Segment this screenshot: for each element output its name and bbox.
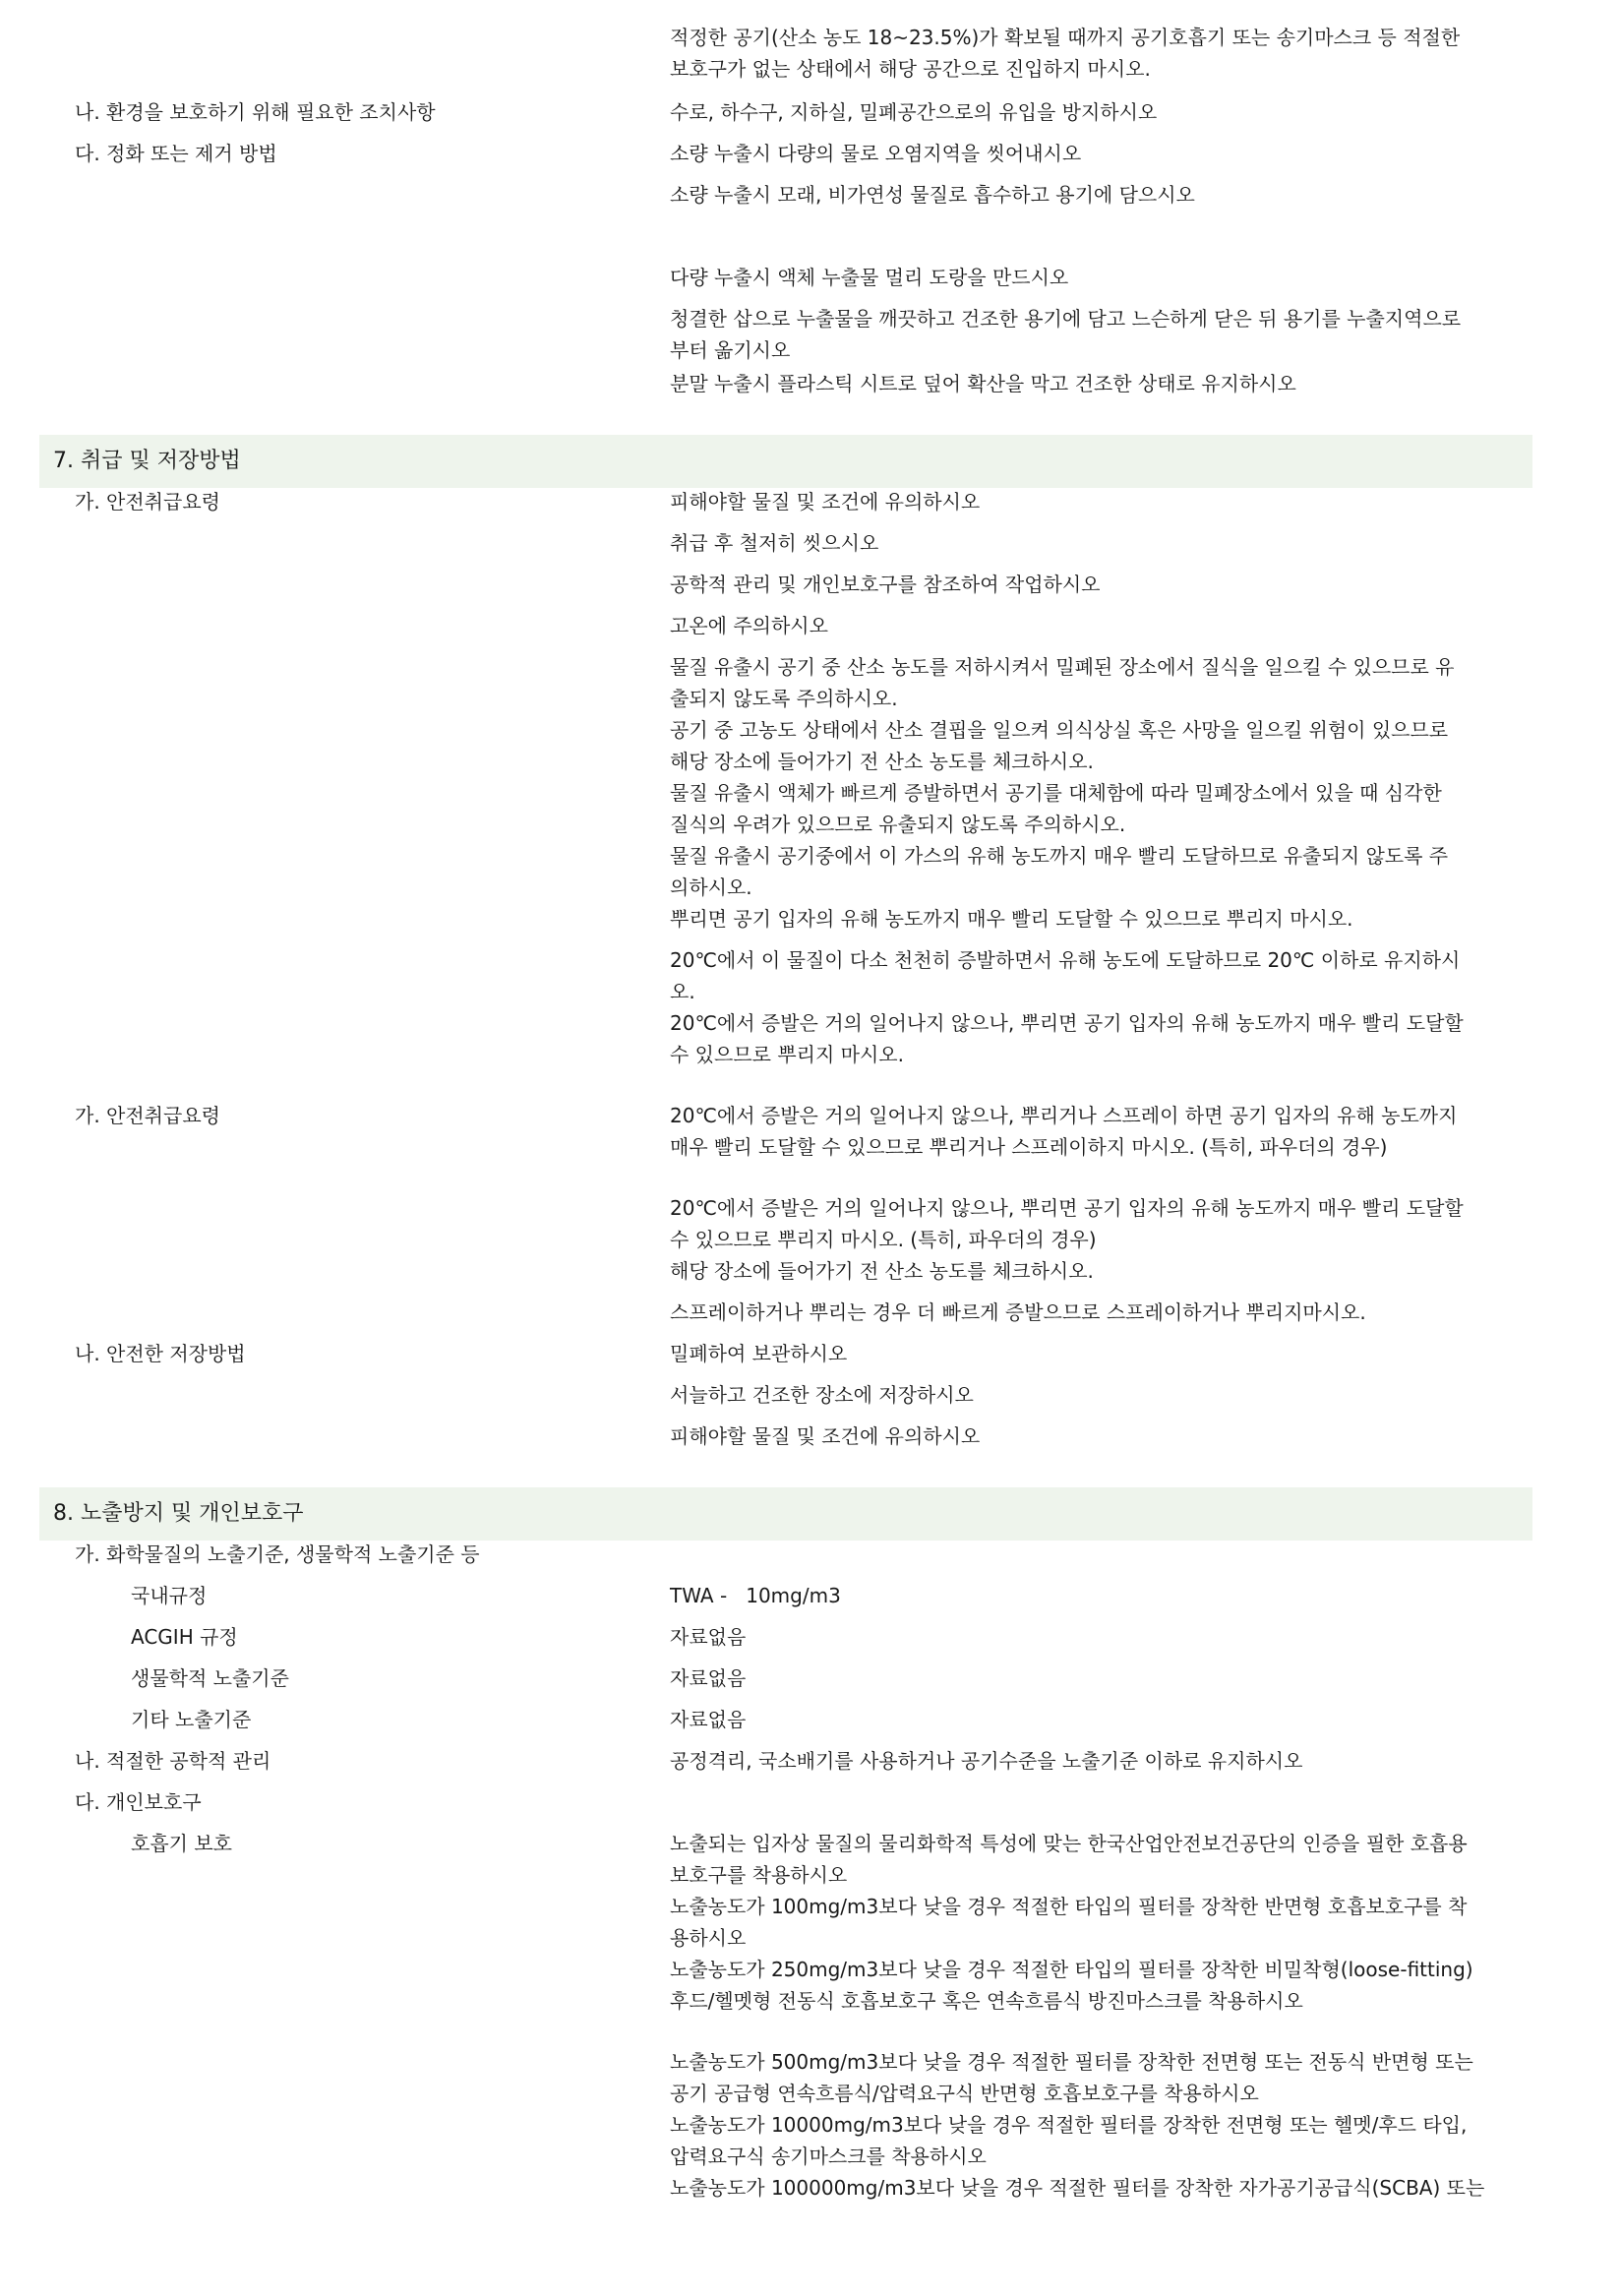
handling-text-2: 취급 후 철저히 씻으시오 <box>670 531 879 555</box>
exposure-limits-label: 가. 화학물질의 노출기준, 생물학적 노출기준 등 <box>75 1542 480 1566</box>
handling-text-15: 스프레이하거나 뿌리는 경우 더 빠르게 증발으므로 스프레이하거나 뿌리지마시오. <box>670 1300 1366 1324</box>
ppe-label: 다. 개인보호구 <box>75 1790 202 1814</box>
handling-text-9: 뿌리면 공기 입자의 유해 농도까지 매우 빨리 도달할 수 있으므로 뿌리지 마시오. <box>670 907 1353 931</box>
handling-text-13: 20℃에서 증발은 거의 일어나지 않으나, 뿌리면 공기 입자의 유해 농도까지 매우 빨리 도달할 수 있으므로 뿌리지 마시오. (특히, 파우더의 경우) <box>670 1196 1464 1251</box>
handling-text-4: 고온에 주의하시오 <box>670 614 828 637</box>
handling-text-1: 피해야할 물질 및 조건에 유의하시오 <box>670 490 981 514</box>
respiratory-text-5: 노출농도가 10000mg/m3보다 낮을 경우 적절한 필터를 장착한 전면형 또는 헬멧/후드 타입, 압력요구식 송기마스크를 착용하시오 <box>670 2113 1468 2168</box>
respiratory-text-1: 노출되는 입자상 물질의 물리화학적 특성에 맞는 한국산업안전보건공단의 인증을 필한 호흡용 보호구를 착용하시오 <box>670 1832 1468 1887</box>
handling-text-7: 물질 유출시 액체가 빠르게 증발하면서 공기를 대체함에 따라 밀폐장소에서 있을 때 심각한 질식의 우려가 있으므로 유출되지 않도록 주의하시오. <box>670 781 1442 836</box>
sec6-top-text: 적정한 공기(산소 농도 18~23.5%)가 확보될 때까지 공기호흡기 또는 송기마스크 등 적절한 보호구가 없는 상태에서 해당 공간으로 진입하지 마시오. <box>670 26 1461 81</box>
cleanup-text-1: 소량 누출시 다량의 물로 오염지역을 씻어내시오 <box>670 142 1082 165</box>
handling-text-5: 물질 유출시 공기 중 산소 농도를 저하시켜서 밀폐된 장소에서 질식을 일으킬 수 있으므로 유 출되지 않도록 주의하시오. <box>670 655 1455 710</box>
handling-text-14: 해당 장소에 들어가기 전 산소 농도를 체크하시오. <box>670 1259 1094 1283</box>
storage-label: 나. 안전한 저장방법 <box>75 1342 246 1365</box>
storage-text-2: 서늘하고 건조한 장소에 저장하시오 <box>670 1383 974 1407</box>
handling-text-10: 20℃에서 이 물질이 다소 천천히 증발하면서 유해 농도에 도달하므로 20℃ 이하로 유지하시 오. <box>670 948 1461 1003</box>
respiratory-text-3: 노출농도가 250mg/m3보다 낮을 경우 적절한 타입의 필터를 장착한 비밀착형(loose-fitting) 후드/헬멧형 전동식 호흡보호구 혹은 연속흐름식 방진마스크를 착용하시오 <box>670 1958 1473 2013</box>
cleanup-text-5: 분말 누출시 플라스틱 시트로 덮어 확산을 막고 건조한 상태로 유지하시오 <box>670 372 1296 395</box>
domestic-limit-label: 국내규정 <box>131 1584 208 1607</box>
bio-limit-value: 자료없음 <box>670 1666 747 1690</box>
storage-text-3: 피해야할 물질 및 조건에 유의하시오 <box>670 1424 981 1448</box>
respiratory-text-4: 노출농도가 500mg/m3보다 낮을 경우 적절한 필터를 장착한 전면형 또는 전동식 반면형 또는 공기 공급형 연속흐름식/압력요구식 반면형 호흡보호구를 착용하시오 <box>670 2050 1473 2105</box>
cleanup-text-2: 소량 누출시 모래, 비가연성 물질로 흡수하고 용기에 담으시오 <box>670 183 1195 207</box>
storage-text-1: 밀폐하여 보관하시오 <box>670 1342 848 1365</box>
engineering-control-label: 나. 적절한 공학적 관리 <box>75 1749 271 1773</box>
handling-text-3: 공학적 관리 및 개인보호구를 참조하여 작업하시오 <box>670 573 1101 596</box>
handling-label: 가. 안전취급요령 <box>75 490 220 514</box>
handling-text-12: 20℃에서 증발은 거의 일어나지 않으나, 뿌리거나 스프레이 하면 공기 입자의 유해 농도까지 매우 빨리 도달할 수 있으므로 뿌리거나 스프레이하지 마시오. (특히, 파우더의 경우) <box>670 1104 1458 1159</box>
env-protection-text: 수로, 하수구, 지하실, 밀폐공간으로의 유입을 방지하시오 <box>670 100 1158 124</box>
cleanup-label: 다. 정화 또는 제거 방법 <box>75 142 277 165</box>
respiratory-text-2: 노출농도가 100mg/m3보다 낮을 경우 적절한 타입의 필터를 장착한 반면형 호흡보호구를 착 용하시오 <box>670 1895 1468 1950</box>
respiratory-text-6: 노출농도가 100000mg/m3보다 낮을 경우 적절한 필터를 장착한 자가공기공급식(SCBA) 또는 <box>670 2176 1485 2200</box>
env-protection-label: 나. 환경을 보호하기 위해 필요한 조치사항 <box>75 100 436 124</box>
section-7-header <box>39 435 1532 488</box>
section-8-title: 8. 노출방지 및 개인보호구 <box>53 1501 304 1526</box>
handling-label-2: 가. 안전취급요령 <box>75 1104 220 1127</box>
cleanup-text-3: 다량 누출시 액체 누출물 멀리 도랑을 만드시오 <box>670 266 1069 289</box>
cleanup-text-4: 청결한 삽으로 누출물을 깨끗하고 건조한 용기에 담고 느슨하게 닫은 뒤 용기를 누출지역으로 부터 옮기시오 <box>670 307 1462 362</box>
section-7-title: 7. 취급 및 저장방법 <box>53 449 241 473</box>
domestic-limit-value: TWA - 10mg/m3 <box>670 1584 841 1607</box>
engineering-control-value: 공정격리, 국소배기를 사용하거나 공기수준을 노출기준 이하로 유지하시오 <box>670 1749 1303 1773</box>
bio-limit-label: 생물학적 노출기준 <box>131 1666 289 1690</box>
other-limit-label: 기타 노출기준 <box>131 1708 252 1731</box>
handling-text-6: 공기 중 고농도 상태에서 산소 결핍을 일으켜 의식상실 혹은 사망을 일으킬 위험이 있으므로 해당 장소에 들어가기 전 산소 농도를 체크하시오. <box>670 718 1449 773</box>
handling-text-8: 물질 유출시 공기중에서 이 가스의 유해 농도까지 매우 빨리 도달하므로 유출되지 않도록 주 의하시오. <box>670 844 1449 899</box>
section-8-header <box>39 1487 1532 1541</box>
acgih-limit-label: ACGIH 규정 <box>131 1625 238 1649</box>
acgih-limit-value: 자료없음 <box>670 1625 747 1649</box>
handling-text-11: 20℃에서 증발은 거의 일어나지 않으나, 뿌리면 공기 입자의 유해 농도까지 매우 빨리 도달할 수 있으므로 뿌리지 마시오. <box>670 1011 1464 1066</box>
other-limit-value: 자료없음 <box>670 1708 747 1731</box>
respiratory-label: 호흡기 보호 <box>131 1832 232 1855</box>
